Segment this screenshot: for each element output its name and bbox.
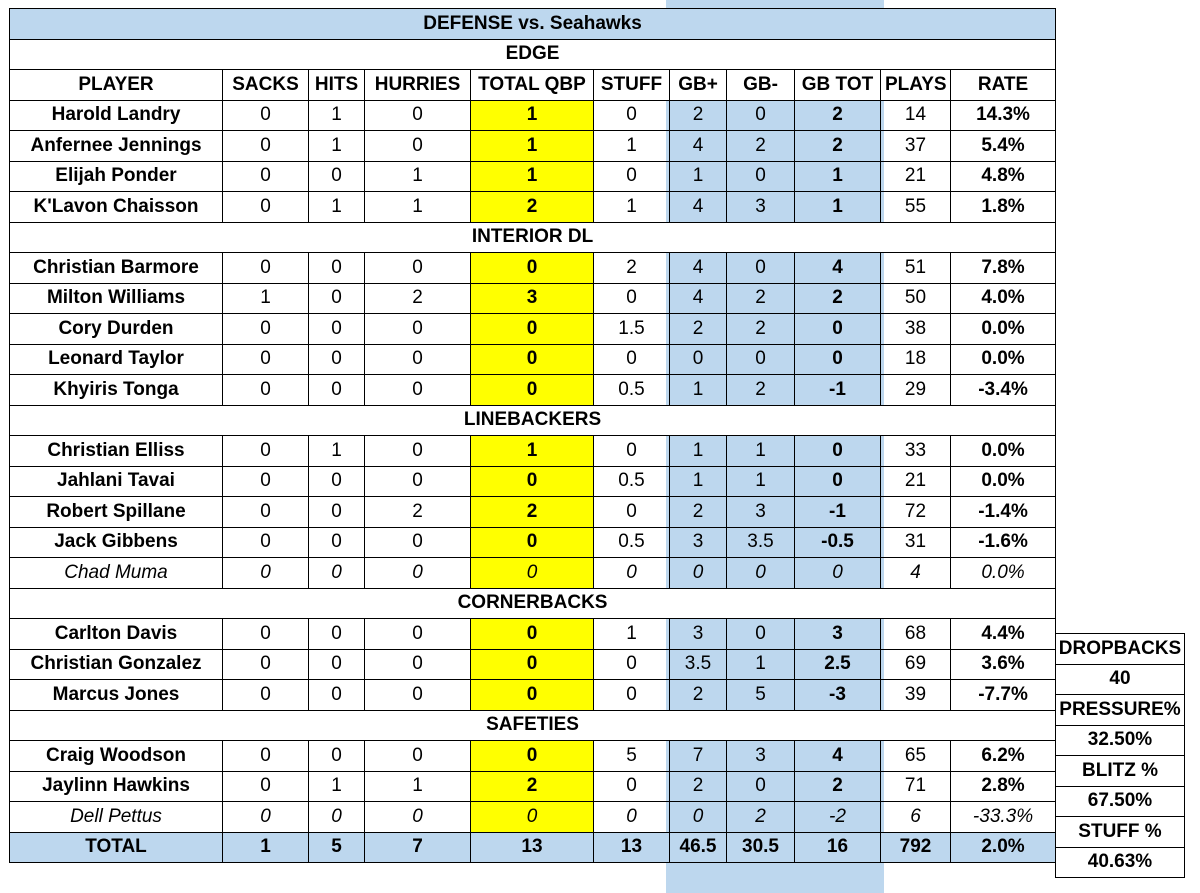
stat-cell: 0 xyxy=(309,253,365,284)
total-cell: 5 xyxy=(309,832,365,863)
stat-cell: 71 xyxy=(881,771,951,802)
stat-cell: 0 xyxy=(594,283,670,314)
stat-cell: 2 xyxy=(727,314,795,345)
column-header: PLAYER xyxy=(10,70,223,101)
player-name: Anfernee Jennings xyxy=(10,131,223,162)
stat-cell: 0 xyxy=(309,680,365,711)
stat-cell: 1.5 xyxy=(594,314,670,345)
stat-cell: 0 xyxy=(309,283,365,314)
stat-cell: 5 xyxy=(594,741,670,772)
stat-cell: 0 xyxy=(309,802,365,833)
stat-cell: -1 xyxy=(795,375,881,406)
player-row xyxy=(10,314,1056,345)
stat-cell: 2 xyxy=(594,253,670,284)
column-header: SACKS xyxy=(223,70,309,101)
stat-cell: 0.0% xyxy=(951,344,1056,375)
player-row xyxy=(10,344,1056,375)
stat-cell: 2.8% xyxy=(951,771,1056,802)
stat-cell: 0.5 xyxy=(594,375,670,406)
stat-cell: 1 xyxy=(471,131,594,162)
stat-cell: 4 xyxy=(670,131,727,162)
stat-cell: 0 xyxy=(471,527,594,558)
stat-cell: 1 xyxy=(471,436,594,467)
stat-cell: 72 xyxy=(881,497,951,528)
stat-cell: 3.5 xyxy=(727,527,795,558)
stat-cell: 14 xyxy=(881,100,951,131)
stat-cell: -1.4% xyxy=(951,497,1056,528)
stat-cell: 6 xyxy=(881,802,951,833)
stat-cell: 3 xyxy=(795,619,881,650)
stat-cell: 7.8% xyxy=(951,253,1056,284)
stat-cell: 0 xyxy=(471,375,594,406)
player-row xyxy=(10,771,1056,802)
summary-label: DROPBACKS xyxy=(1056,634,1185,665)
total-cell: 2.0% xyxy=(951,832,1056,863)
summary-label: PRESSURE% xyxy=(1056,695,1185,726)
section-header: LINEBACKERS xyxy=(10,405,1056,436)
stat-cell: 0 xyxy=(594,771,670,802)
stat-cell: 0 xyxy=(365,619,471,650)
stat-cell: 3 xyxy=(670,527,727,558)
player-row xyxy=(10,192,1056,223)
stat-cell: 21 xyxy=(881,466,951,497)
stat-cell: 4.4% xyxy=(951,619,1056,650)
table-title: DEFENSE vs. Seahawks xyxy=(10,9,1056,40)
summary-row xyxy=(1056,664,1185,695)
stat-cell: 3 xyxy=(670,619,727,650)
stat-cell: 0 xyxy=(795,314,881,345)
title-row xyxy=(10,9,1056,40)
player-row xyxy=(10,741,1056,772)
stat-cell: 3.6% xyxy=(951,649,1056,680)
stat-cell: 0 xyxy=(471,680,594,711)
stat-cell: 0.0% xyxy=(951,558,1056,589)
stat-cell: 1 xyxy=(471,100,594,131)
stat-cell: 0 xyxy=(795,466,881,497)
summary-row xyxy=(1056,725,1185,756)
total-cell: 16 xyxy=(795,832,881,863)
stat-cell: 0 xyxy=(223,771,309,802)
stat-cell: 0 xyxy=(365,344,471,375)
player-row xyxy=(10,466,1056,497)
stat-cell: 0 xyxy=(727,100,795,131)
stat-cell: 2 xyxy=(727,802,795,833)
stat-cell: 0 xyxy=(223,253,309,284)
stat-cell: 0 xyxy=(223,131,309,162)
stat-cell: 0 xyxy=(223,558,309,589)
player-name: Carlton Davis xyxy=(10,619,223,650)
stat-cell: 3 xyxy=(727,741,795,772)
stat-cell: 4.8% xyxy=(951,161,1056,192)
stat-cell: 0 xyxy=(795,344,881,375)
stat-cell: 2 xyxy=(670,497,727,528)
stat-cell: 2 xyxy=(727,131,795,162)
section-header: SAFETIES xyxy=(10,710,1056,741)
stat-cell: 3 xyxy=(727,497,795,528)
stat-cell: 2 xyxy=(727,283,795,314)
stat-cell: 4 xyxy=(670,253,727,284)
stat-cell: 0 xyxy=(727,344,795,375)
stat-cell: 38 xyxy=(881,314,951,345)
stat-cell: 0 xyxy=(223,375,309,406)
summary-row xyxy=(1056,817,1185,848)
stat-cell: 0 xyxy=(365,558,471,589)
stat-cell: 0 xyxy=(365,100,471,131)
stat-cell: 1 xyxy=(309,771,365,802)
stat-cell: 2 xyxy=(670,680,727,711)
stat-cell: 0 xyxy=(223,436,309,467)
player-name: Christian Elliss xyxy=(10,436,223,467)
stat-cell: 0 xyxy=(223,741,309,772)
stat-cell: 1 xyxy=(594,619,670,650)
stat-cell: 0 xyxy=(309,558,365,589)
stat-cell: 29 xyxy=(881,375,951,406)
stat-cell: 0 xyxy=(670,558,727,589)
total-row xyxy=(10,832,1056,863)
stat-cell: 0 xyxy=(223,497,309,528)
stat-cell: 0 xyxy=(223,802,309,833)
stat-cell: 0 xyxy=(309,466,365,497)
stat-cell: 0 xyxy=(309,497,365,528)
stat-cell: 68 xyxy=(881,619,951,650)
stat-cell: 0 xyxy=(594,436,670,467)
column-header: GB- xyxy=(727,70,795,101)
player-row xyxy=(10,161,1056,192)
summary-row xyxy=(1056,756,1185,787)
stat-cell: 0 xyxy=(795,558,881,589)
player-row xyxy=(10,131,1056,162)
section-row xyxy=(10,405,1056,436)
stat-cell: 0 xyxy=(365,375,471,406)
stat-cell: 0 xyxy=(365,131,471,162)
player-name: Elijah Ponder xyxy=(10,161,223,192)
section-row xyxy=(10,39,1056,70)
player-name: Jaylinn Hawkins xyxy=(10,771,223,802)
player-row xyxy=(10,436,1056,467)
stat-cell: 0 xyxy=(365,527,471,558)
stat-cell: 0 xyxy=(594,802,670,833)
stat-cell: 0 xyxy=(309,741,365,772)
stat-cell: 2 xyxy=(670,100,727,131)
summary-label: BLITZ % xyxy=(1056,756,1185,787)
stat-cell: 5 xyxy=(727,680,795,711)
stat-cell: 1 xyxy=(670,436,727,467)
stat-cell: 0 xyxy=(594,649,670,680)
player-name: Harold Landry xyxy=(10,100,223,131)
player-name: Marcus Jones xyxy=(10,680,223,711)
player-row xyxy=(10,283,1056,314)
summary-value: 40.63% xyxy=(1056,847,1185,878)
stat-cell: 0 xyxy=(594,100,670,131)
stat-cell: 1 xyxy=(365,192,471,223)
stat-cell: 2 xyxy=(795,283,881,314)
player-name: Jack Gibbens xyxy=(10,527,223,558)
player-name: Jahlani Tavai xyxy=(10,466,223,497)
player-name: Cory Durden xyxy=(10,314,223,345)
section-header: EDGE xyxy=(10,39,1056,70)
stat-cell: 0 xyxy=(309,527,365,558)
player-name: Khyiris Tonga xyxy=(10,375,223,406)
stat-cell: 2 xyxy=(727,375,795,406)
player-row xyxy=(10,497,1056,528)
stat-cell: 2 xyxy=(471,497,594,528)
stat-cell: 0 xyxy=(365,436,471,467)
section-row xyxy=(10,710,1056,741)
player-name: Robert Spillane xyxy=(10,497,223,528)
stat-cell: 0.0% xyxy=(951,314,1056,345)
stat-cell: 3 xyxy=(471,283,594,314)
stat-cell: 0 xyxy=(727,771,795,802)
stat-cell: 0 xyxy=(365,680,471,711)
stat-cell: 1.8% xyxy=(951,192,1056,223)
stat-cell: 1 xyxy=(471,161,594,192)
player-row xyxy=(10,649,1056,680)
stat-cell: 0 xyxy=(670,344,727,375)
stat-cell: 1 xyxy=(365,771,471,802)
stat-cell: -2 xyxy=(795,802,881,833)
summary-label: STUFF % xyxy=(1056,817,1185,848)
stat-cell: -0.5 xyxy=(795,527,881,558)
total-cell: 13 xyxy=(594,832,670,863)
stat-cell: 0 xyxy=(471,314,594,345)
summary-row xyxy=(1056,634,1185,665)
stat-cell: 31 xyxy=(881,527,951,558)
player-name: Leonard Taylor xyxy=(10,344,223,375)
stat-cell: 0 xyxy=(309,649,365,680)
stat-cell: 0 xyxy=(795,436,881,467)
stat-cell: 2 xyxy=(795,131,881,162)
player-row xyxy=(10,558,1056,589)
section-header: CORNERBACKS xyxy=(10,588,1056,619)
player-name: Christian Gonzalez xyxy=(10,649,223,680)
stat-cell: 0 xyxy=(223,192,309,223)
stat-cell: 0 xyxy=(594,558,670,589)
section-row xyxy=(10,588,1056,619)
stat-cell: 0 xyxy=(471,466,594,497)
section-row xyxy=(10,222,1056,253)
total-cell: 792 xyxy=(881,832,951,863)
stat-cell: -3.4% xyxy=(951,375,1056,406)
column-header: GB+ xyxy=(670,70,727,101)
player-row xyxy=(10,375,1056,406)
stat-cell: 0 xyxy=(223,100,309,131)
player-name: K'Lavon Chaisson xyxy=(10,192,223,223)
stat-cell: 0 xyxy=(365,741,471,772)
stat-cell: 21 xyxy=(881,161,951,192)
stat-cell: 6.2% xyxy=(951,741,1056,772)
stat-cell: 69 xyxy=(881,649,951,680)
stat-cell: 0 xyxy=(594,680,670,711)
stat-cell: 2 xyxy=(471,192,594,223)
player-row xyxy=(10,619,1056,650)
stat-cell: 2 xyxy=(795,100,881,131)
stat-cell: 4 xyxy=(670,283,727,314)
player-name: Chad Muma xyxy=(10,558,223,589)
player-name: Craig Woodson xyxy=(10,741,223,772)
stat-cell: 1 xyxy=(727,436,795,467)
total-cell: 30.5 xyxy=(727,832,795,863)
stat-cell: 1 xyxy=(309,436,365,467)
stat-cell: 0.5 xyxy=(594,466,670,497)
stat-cell: 0.0% xyxy=(951,436,1056,467)
stat-cell: 0 xyxy=(365,466,471,497)
stat-cell: 2 xyxy=(471,771,594,802)
stat-cell: 0 xyxy=(365,314,471,345)
stat-cell: 1 xyxy=(309,100,365,131)
stat-cell: 33 xyxy=(881,436,951,467)
stat-cell: 0 xyxy=(670,802,727,833)
stat-cell: 3 xyxy=(727,192,795,223)
stat-cell: 0 xyxy=(365,649,471,680)
stat-cell: 1 xyxy=(365,161,471,192)
stat-cell: 1 xyxy=(670,375,727,406)
summary-row xyxy=(1056,695,1185,726)
stat-cell: 0 xyxy=(309,161,365,192)
stat-cell: 0 xyxy=(594,344,670,375)
stat-cell: 1 xyxy=(223,283,309,314)
summary-table xyxy=(1055,633,1185,878)
stat-cell: 2 xyxy=(365,497,471,528)
stat-cell: 0 xyxy=(223,344,309,375)
stat-cell: 50 xyxy=(881,283,951,314)
stat-cell: 7 xyxy=(670,741,727,772)
stat-cell: 4.0% xyxy=(951,283,1056,314)
stat-cell: 0 xyxy=(471,619,594,650)
player-name: Dell Pettus xyxy=(10,802,223,833)
stat-cell: 0 xyxy=(471,649,594,680)
stat-cell: 0 xyxy=(594,161,670,192)
total-cell: 13 xyxy=(471,832,594,863)
stat-cell: 2 xyxy=(795,771,881,802)
stat-cell: -3 xyxy=(795,680,881,711)
stat-cell: 1 xyxy=(670,161,727,192)
stat-cell: 0 xyxy=(727,161,795,192)
stat-cell: 0.5 xyxy=(594,527,670,558)
stat-cell: 0 xyxy=(223,649,309,680)
stat-cell: 0 xyxy=(727,558,795,589)
stat-cell: 0 xyxy=(471,344,594,375)
column-header: TOTAL QBP xyxy=(471,70,594,101)
player-name: Milton Williams xyxy=(10,283,223,314)
stat-cell: 1 xyxy=(594,131,670,162)
stat-cell: 1 xyxy=(309,192,365,223)
stat-cell: -33.3% xyxy=(951,802,1056,833)
column-header: STUFF xyxy=(594,70,670,101)
summary-row xyxy=(1056,847,1185,878)
stat-cell: 0.0% xyxy=(951,466,1056,497)
column-header: HURRIES xyxy=(365,70,471,101)
stat-cell: 0 xyxy=(471,558,594,589)
stat-cell: 0 xyxy=(365,802,471,833)
player-row xyxy=(10,527,1056,558)
stat-cell: -7.7% xyxy=(951,680,1056,711)
stat-cell: 55 xyxy=(881,192,951,223)
stat-cell: 0 xyxy=(223,680,309,711)
stat-cell: 4 xyxy=(795,253,881,284)
stat-cell: 1 xyxy=(727,649,795,680)
stat-cell: 0 xyxy=(365,253,471,284)
stat-cell: 1 xyxy=(309,131,365,162)
column-header: RATE xyxy=(951,70,1056,101)
summary-value: 67.50% xyxy=(1056,786,1185,817)
stat-cell: 0 xyxy=(471,741,594,772)
stat-cell: 2 xyxy=(670,314,727,345)
column-header: HITS xyxy=(309,70,365,101)
stat-cell: 37 xyxy=(881,131,951,162)
summary-row xyxy=(1056,786,1185,817)
player-row xyxy=(10,680,1056,711)
stat-cell: 39 xyxy=(881,680,951,711)
stat-cell: 1 xyxy=(594,192,670,223)
stat-cell: 18 xyxy=(881,344,951,375)
stat-cell: -1.6% xyxy=(951,527,1056,558)
section-header: INTERIOR DL xyxy=(10,222,1056,253)
defense-stats-table xyxy=(9,8,1056,863)
stat-cell: -1 xyxy=(795,497,881,528)
stat-cell: 4 xyxy=(881,558,951,589)
stat-cell: 0 xyxy=(727,619,795,650)
player-row xyxy=(10,100,1056,131)
stat-cell: 1 xyxy=(727,466,795,497)
stat-cell: 0 xyxy=(471,802,594,833)
stat-cell: 0 xyxy=(223,619,309,650)
stat-cell: 1 xyxy=(795,192,881,223)
stat-cell: 0 xyxy=(223,527,309,558)
stat-cell: 0 xyxy=(309,344,365,375)
stat-cell: 2.5 xyxy=(795,649,881,680)
summary-value: 32.50% xyxy=(1056,725,1185,756)
player-row xyxy=(10,802,1056,833)
stat-cell: 3.5 xyxy=(670,649,727,680)
stat-cell: 0 xyxy=(309,314,365,345)
total-cell: 46.5 xyxy=(670,832,727,863)
stat-cell: 2 xyxy=(670,771,727,802)
stat-cell: 2 xyxy=(365,283,471,314)
player-name: Christian Barmore xyxy=(10,253,223,284)
stat-cell: 5.4% xyxy=(951,131,1056,162)
player-row xyxy=(10,253,1056,284)
stat-cell: 4 xyxy=(795,741,881,772)
summary-value: 40 xyxy=(1056,664,1185,695)
stat-cell: 65 xyxy=(881,741,951,772)
stat-cell: 0 xyxy=(223,161,309,192)
column-header: PLAYS xyxy=(881,70,951,101)
stat-cell: 1 xyxy=(795,161,881,192)
stat-cell: 51 xyxy=(881,253,951,284)
stat-cell: 1 xyxy=(670,466,727,497)
total-cell: 1 xyxy=(223,832,309,863)
stat-cell: 0 xyxy=(471,253,594,284)
stat-cell: 0 xyxy=(727,253,795,284)
total-label: TOTAL xyxy=(10,832,223,863)
column-header: GB TOT xyxy=(795,70,881,101)
stat-cell: 14.3% xyxy=(951,100,1056,131)
total-cell: 7 xyxy=(365,832,471,863)
stat-cell: 0 xyxy=(594,497,670,528)
header-row xyxy=(10,70,1056,101)
stat-cell: 0 xyxy=(223,314,309,345)
stat-cell: 0 xyxy=(309,619,365,650)
stat-cell: 0 xyxy=(223,466,309,497)
stat-cell: 4 xyxy=(670,192,727,223)
stat-cell: 0 xyxy=(309,375,365,406)
